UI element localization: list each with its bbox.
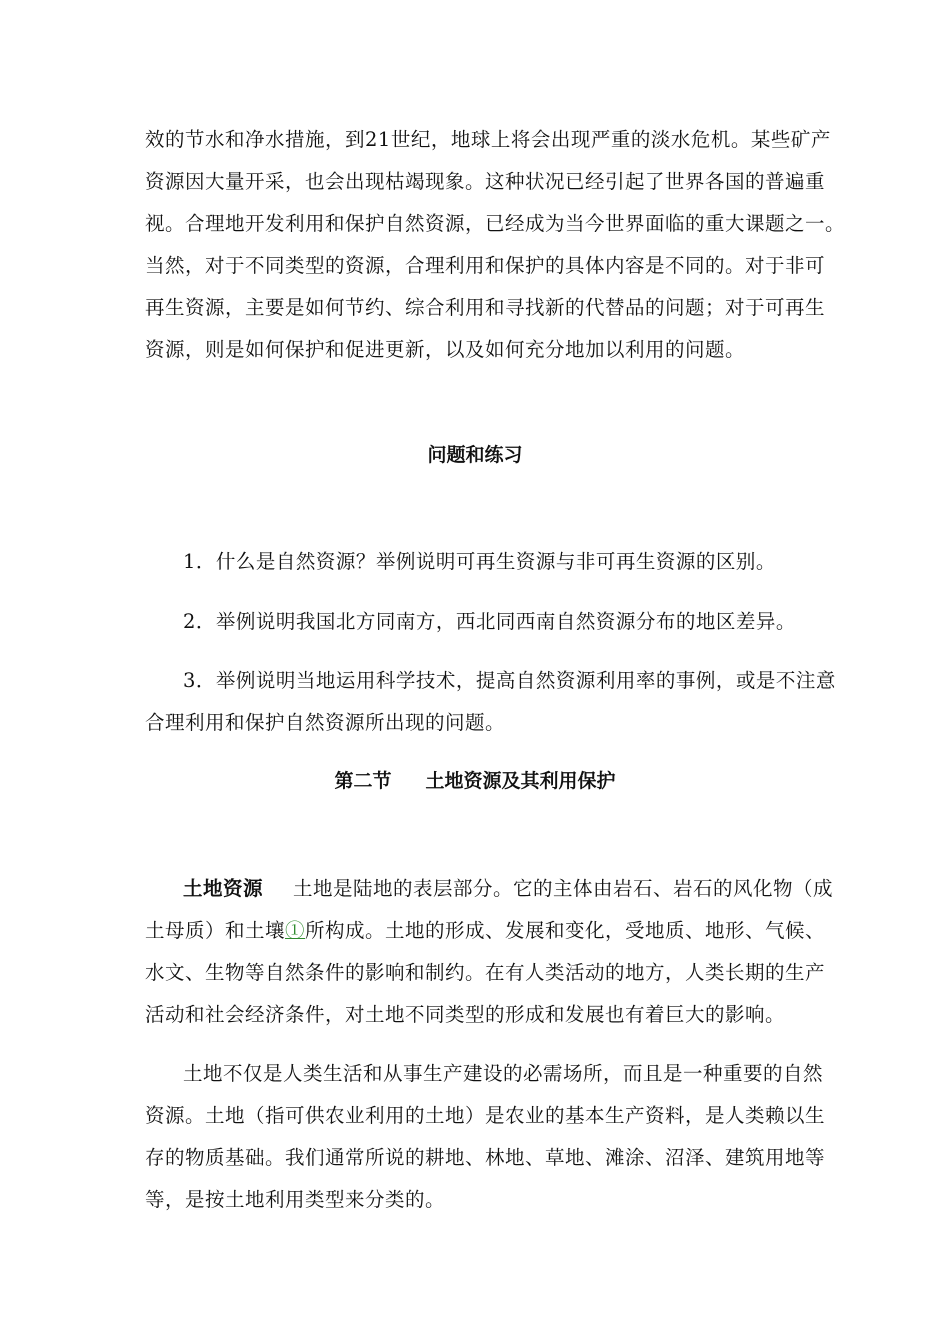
exercise-question-3: 3．举例说明当地运用科学技术，提高自然资源利用率的事例，或是不注意	[183, 669, 836, 692]
section-heading	[0, 766, 950, 793]
paragraph-line: 等，是按土地利用类型来分类的。	[145, 1188, 446, 1211]
land-paragraph-text: 土地是陆地的表层部分。它的主体由岩石、岩石的风化物（成	[293, 877, 834, 900]
land-paragraph-line	[183, 873, 833, 901]
paragraph-line: 视。合理地开发利用和保护自然资源，已经成为当今世界面临的重大课题之一。	[145, 212, 846, 235]
land-paragraph-text: 土母质）和土壤	[145, 919, 286, 942]
paragraph-line: 当然，对于不同类型的资源，合理利用和保护的具体内容是不同的。对于非可	[145, 254, 826, 277]
land-resources-lead: 土地资源	[183, 877, 264, 900]
land-paragraph-line	[145, 915, 825, 943]
paragraph-line: 土地不仅是人类生活和从事生产建设的必需场所，而且是一种重要的自然	[183, 1062, 824, 1085]
paragraph-line: 资源因大量开采，也会出现枯竭现象。这种状况已经引起了世界各国的普遍重	[145, 170, 826, 193]
exercises-title: 问题和练习	[427, 444, 523, 466]
paragraph-line: 资源。土地（指可供农业利用的土地）是农业的基本生产资料，是人类赖以生	[145, 1104, 826, 1127]
exercise-question-2: 2．举例说明我国北方同南方，西北同西南自然资源分布的地区差异。	[183, 610, 796, 633]
paragraph-line: 再生资源，主要是如何节约、综合利用和寻找新的代替品的问题；对于可再生	[145, 296, 826, 319]
land-paragraph-line: 活动和社会经济条件，对土地不同类型的形成和发展也有着巨大的影响。	[145, 1003, 786, 1026]
land-paragraph-line: 水文、生物等自然条件的影响和制约。在有人类活动的地方，人类长期的生产	[145, 961, 826, 984]
land-paragraph-text: 所构成。土地的形成、发展和变化，受地质、地形、气候、	[305, 919, 826, 942]
paragraph-line: 效的节水和净水措施，到21世纪，地球上将会出现严重的淡水危机。某些矿产	[145, 128, 831, 151]
section-number: 第二节	[334, 770, 392, 792]
paragraph-line: 存的物质基础。我们通常所说的耕地、林地、草地、滩涂、沼泽、建筑用地等	[145, 1146, 826, 1169]
footnote-link[interactable]: ①	[285, 919, 306, 942]
exercise-question-1: 1．什么是自然资源？举例说明可再生资源与非可再生资源的区别。	[183, 550, 776, 573]
paragraph-line: 资源，则是如何保护和促进更新，以及如何充分地加以利用的问题。	[145, 338, 746, 361]
exercise-question-3-cont: 合理利用和保护自然资源所出现的问题。	[145, 711, 506, 734]
section-title: 土地资源及其利用保护	[425, 770, 616, 792]
